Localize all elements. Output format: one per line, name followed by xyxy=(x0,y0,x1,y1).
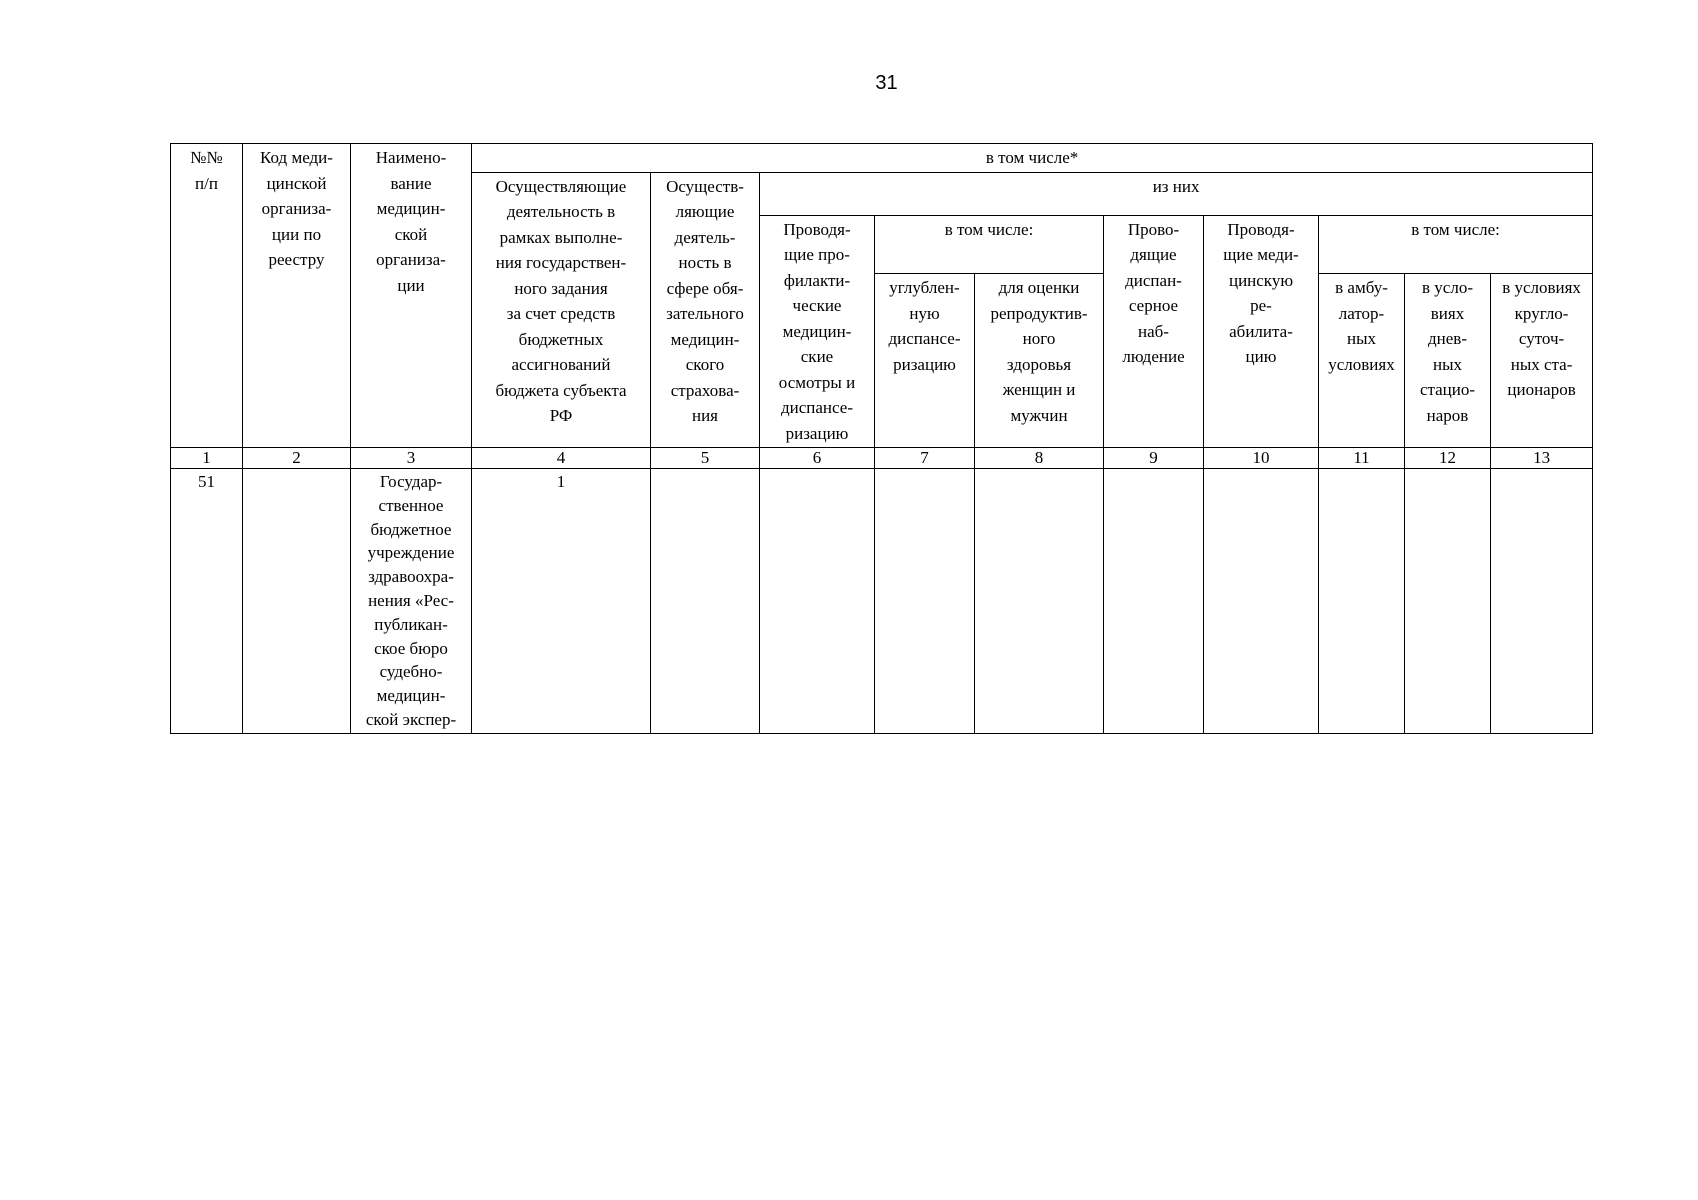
cell-dispensary-observation xyxy=(1104,469,1204,734)
column-number: 6 xyxy=(760,448,875,469)
column-number: 2 xyxy=(243,448,351,469)
column-number: 12 xyxy=(1405,448,1491,469)
cell-row-number: 51 xyxy=(171,469,243,734)
header-group-of-them: из них xyxy=(760,172,1593,215)
header-dispensary-observation: Прово- дящие диспан- серное наб- людение xyxy=(1104,215,1204,448)
cell-round-the-clock-hospital xyxy=(1491,469,1593,734)
header-day-hospital: в усло- виях днев- ных стацио- наров xyxy=(1405,274,1491,448)
header-in-depth-dispensarization: углублен- ную диспансе- ризацию xyxy=(875,274,975,448)
medical-organizations-table xyxy=(170,143,1593,734)
header-group-including: в том числе* xyxy=(472,144,1593,173)
column-number: 8 xyxy=(975,448,1104,469)
column-number: 4 xyxy=(472,448,651,469)
column-number: 9 xyxy=(1104,448,1204,469)
header-round-the-clock-hospital: в условиях кругло- суточ- ных ста- ционаров xyxy=(1491,274,1593,448)
header-reproductive-health: для оценки репродуктив- ного здоровья женщин и мужчин xyxy=(975,274,1104,448)
header-organization-name: Наимено- вание медицин- ской организа- ции xyxy=(351,144,472,448)
header-preventive-exams: Проводя- щие про- филакти- ческие медицин- ские осмотры и диспансе- ризацию xyxy=(760,215,875,448)
column-number: 13 xyxy=(1491,448,1593,469)
header-state-assignment: Осуществляющие деятельность в рамках выполне- ния государствен- ного задания за счет средств бюджетных ассигнований бюджета субъекта РФ xyxy=(472,172,651,448)
column-number: 7 xyxy=(875,448,975,469)
header-row-number: №№ п/п xyxy=(171,144,243,448)
cell-rehabilitation xyxy=(1204,469,1319,734)
column-number: 3 xyxy=(351,448,472,469)
cell-reproductive-health xyxy=(975,469,1104,734)
page-number: 31 xyxy=(875,72,898,94)
cell-organization-code xyxy=(243,469,351,734)
header-subgroup-including-a: в том числе: xyxy=(875,215,1104,274)
column-number: 11 xyxy=(1319,448,1405,469)
header-outpatient: в амбу- латор- ных условиях xyxy=(1319,274,1405,448)
header-compulsory-insurance: Осуществ- ляющие деятель- ность в сфере обя- зательного медицин- ского страхова- ния xyxy=(651,172,760,448)
header-subgroup-including-b: в том числе: xyxy=(1319,215,1593,274)
cell-state-assignment: 1 xyxy=(472,469,651,734)
cell-organization-name: Государ- ственное бюджетное учреждение здравоохра- нения «Рес- публикан- ское бюро судебно- медицин- ской экспер- xyxy=(351,469,472,734)
column-number: 5 xyxy=(651,448,760,469)
cell-outpatient xyxy=(1319,469,1405,734)
table-row xyxy=(171,469,1593,734)
column-number: 10 xyxy=(1204,448,1319,469)
cell-in-depth-dispensarization xyxy=(875,469,975,734)
cell-preventive-exams xyxy=(760,469,875,734)
column-number: 1 xyxy=(171,448,243,469)
header-organization-code: Код меди- цинской организа- ции по реестру xyxy=(243,144,351,448)
column-numbers-row xyxy=(171,448,1593,469)
header-rehabilitation: Проводя- щие меди- цинскую ре- абилита- цию xyxy=(1204,215,1319,448)
cell-day-hospital xyxy=(1405,469,1491,734)
cell-compulsory-insurance xyxy=(651,469,760,734)
